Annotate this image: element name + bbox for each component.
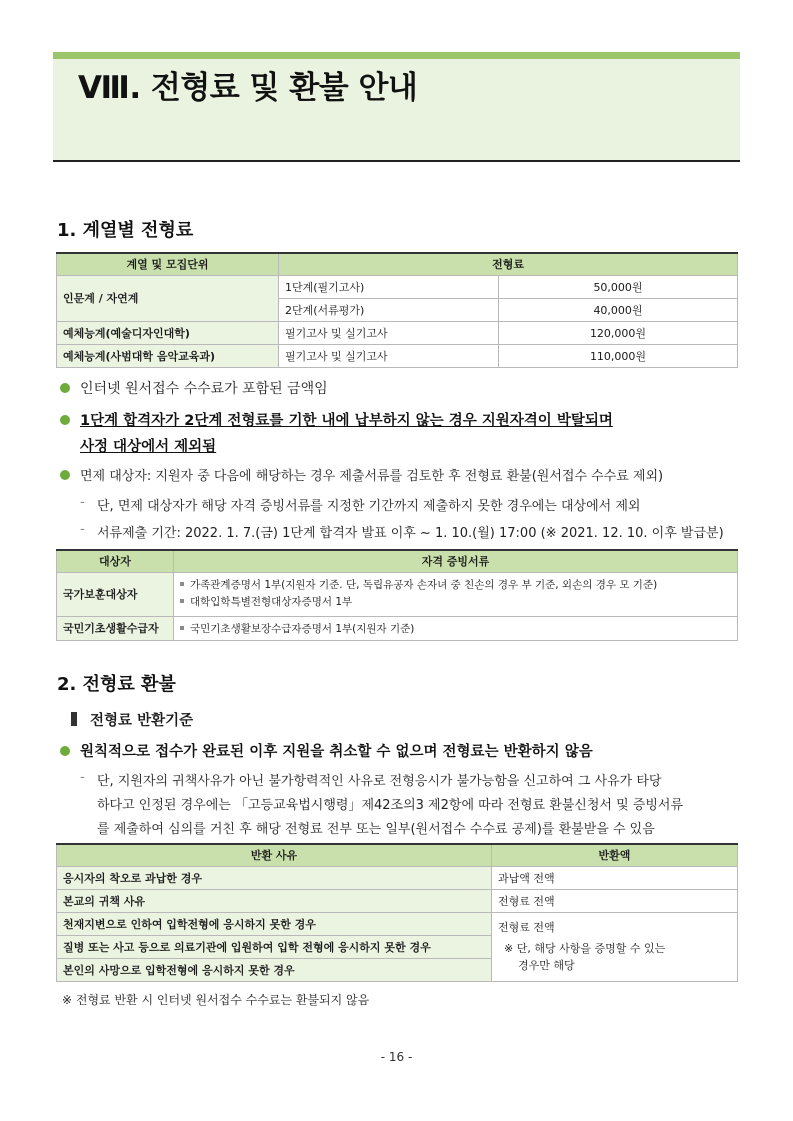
fee-stage-cell: 필기고사 및 실기고사 bbox=[279, 344, 499, 367]
fee-unit-cell: 인문계 / 자연계 bbox=[57, 275, 279, 321]
refund-amount-cell: 과납액 전액 bbox=[492, 866, 738, 889]
fee-header-fee: 전형료 bbox=[279, 253, 738, 275]
doc-item: 국민기초생활보장수급자증명서 1부(지원자 기준) bbox=[190, 622, 415, 635]
exempt-header-docs: 자격 증빙서류 bbox=[174, 550, 738, 572]
fee-table bbox=[56, 252, 738, 368]
page-title: Ⅷ. 전형료 및 환불 안내 bbox=[78, 70, 418, 106]
exempt-docs-cell bbox=[174, 616, 738, 640]
bullet-text-emphasis: 1단계 합격자가 2단계 전형료를 기한 내에 납부하지 않는 경우 지원자격이 박탈되며 bbox=[80, 413, 613, 429]
fee-amount-cell: 40,000원 bbox=[499, 298, 738, 321]
fee-unit-cell: 예체능계(예술디자인대학) bbox=[57, 321, 279, 344]
list-bullet-icon bbox=[180, 582, 184, 586]
exempt-target-cell: 국민기초생활수급자 bbox=[57, 616, 174, 640]
list-bullet-icon bbox=[180, 626, 184, 630]
dash-marker: - bbox=[80, 770, 85, 785]
refund-reason-cell: 본교의 귀책 사유 bbox=[57, 889, 492, 912]
refund-reason-cell: 응시자의 착오로 과납한 경우 bbox=[57, 866, 492, 889]
bullet-text: 면제 대상자: 지원자 중 다음에 해당하는 경우 제출서류를 검토한 후 전형료 환불(원서접수 수수료 제외) bbox=[80, 469, 664, 484]
dash-text: 단, 지원자의 귀책사유가 아닌 불가항력적인 사유로 전형응시가 불가능함을 신고하여 그 사유가 타당 bbox=[97, 774, 662, 789]
fee-amount-cell: 50,000원 bbox=[499, 275, 738, 298]
bullet-icon bbox=[60, 470, 70, 480]
refund-amount-cell: 전형료 전액 bbox=[492, 889, 738, 912]
refund-header-amount: 반환액 bbox=[492, 844, 738, 866]
fee-amount-cell: 110,000원 bbox=[499, 344, 738, 367]
fee-stage-cell: 2단계(서류평가) bbox=[279, 298, 499, 321]
section1-heading: 1. 계열별 전형료 bbox=[57, 220, 194, 241]
refund-reason-cell: 천재지변으로 인하여 입학전형에 응시하지 못한 경우 bbox=[57, 912, 492, 935]
refund-reason-cell: 질병 또는 사고 등으로 의료기관에 입원하여 입학 전형에 응시하지 못한 경우 bbox=[57, 935, 492, 958]
fee-stage-cell: 1단계(필기고사) bbox=[279, 275, 499, 298]
refund-header-reason: 반환 사유 bbox=[57, 844, 492, 866]
refund-merged-amount: 전형료 전액 bbox=[498, 921, 555, 934]
dash-text: 서류제출 기간: 2022. 1. 7.(금) 1단계 합격자 발표 이후 ~ 1. 10.(월) 17:00 (※ 2021. 12. 10. 이후 발급분) bbox=[97, 526, 724, 541]
dash-text-cont: 를 제출하여 심의를 거친 후 해당 전형료 전부 또는 일부(원서접수 수수료 공제)를 환불받을 수 있음 bbox=[97, 822, 655, 837]
fee-header-unit: 계열 및 모집단위 bbox=[57, 253, 279, 275]
fee-stage-cell: 필기고사 및 실기고사 bbox=[279, 321, 499, 344]
title-accent-bar bbox=[53, 52, 740, 59]
refund-table bbox=[56, 843, 738, 982]
refund-reason-cell: 본인의 사망으로 입학전형에 응시하지 못한 경우 bbox=[57, 958, 492, 981]
page-number: - 16 - bbox=[380, 1050, 413, 1064]
dash-marker: - bbox=[80, 522, 85, 537]
refund-merged-amount-cell bbox=[492, 912, 738, 981]
refund-note: ※ 전형료 반환 시 인터넷 원서접수 수수료는 환불되지 않음 bbox=[62, 993, 370, 1007]
bullet-text: 인터넷 원서접수 수수료가 포함된 금액임 bbox=[80, 381, 328, 397]
exempt-header-target: 대상자 bbox=[57, 550, 174, 572]
section2-subheading: 전형료 반환기준 bbox=[90, 713, 194, 729]
exempt-docs-cell bbox=[174, 572, 738, 616]
exempt-table bbox=[56, 549, 738, 641]
section2-heading: 2. 전형료 환불 bbox=[57, 674, 176, 695]
fee-amount-cell: 120,000원 bbox=[499, 321, 738, 344]
refund-merged-note-cont: 경우만 해당 bbox=[518, 959, 575, 972]
fee-unit-cell: 예체능계(사범대학 음악교육과) bbox=[57, 344, 279, 367]
dash-text-cont: 하다고 인정된 경우에는 「고등교육법시행령」제42조의3 제2항에 따라 전형료 환불신청서 및 증빙서류 bbox=[97, 798, 684, 813]
exempt-target-cell: 국가보훈대상자 bbox=[57, 572, 174, 616]
list-bullet-icon bbox=[180, 599, 184, 603]
dash-text: 단, 면제 대상자가 해당 자격 증빙서류를 지정한 기간까지 제출하지 못한 경우에는 대상에서 제외 bbox=[97, 499, 641, 514]
doc-item: 가족관계증명서 1부(지원자 기준. 단, 독립유공자 손자녀 중 친손의 경우 부 기준, 외손의 경우 모 기준) bbox=[190, 579, 658, 591]
refund-merged-note: ※ 단, 해당 사항을 증명할 수 있는 bbox=[504, 942, 666, 955]
doc-item: 대학입학특별전형대상자증명서 1부 bbox=[190, 596, 353, 608]
bullet-text-emphasis: 원칙적으로 접수가 완료된 이후 지원을 취소할 수 없으며 전형료는 반환하지 않음 bbox=[80, 744, 593, 760]
bullet-icon bbox=[60, 746, 70, 756]
dash-marker: - bbox=[80, 495, 85, 510]
square-bullet-icon bbox=[71, 712, 77, 726]
bullet-icon bbox=[60, 415, 70, 425]
bullet-text-emphasis-cont: 사정 대상에서 제외됨 bbox=[80, 439, 217, 455]
bullet-icon bbox=[60, 383, 70, 393]
